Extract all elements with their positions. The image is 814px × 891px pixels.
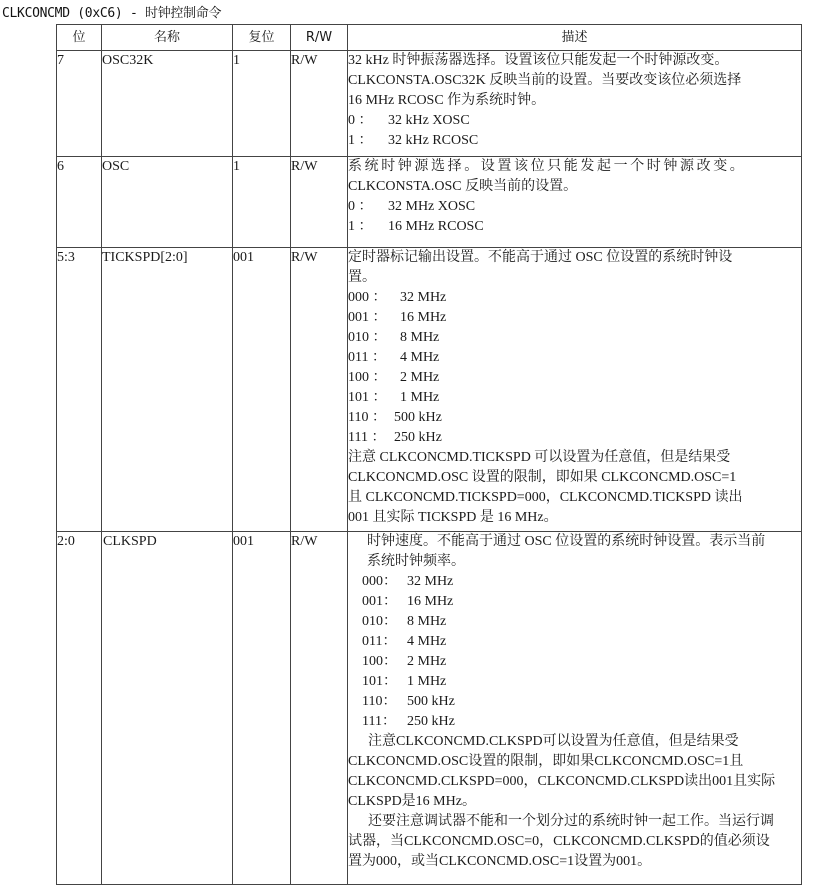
cell-name: CLKSPD bbox=[102, 532, 233, 885]
note-line: 置为000，或当CLKCONCMD.OSC=1设置为001。 bbox=[348, 854, 652, 869]
option-item bbox=[348, 388, 801, 408]
option-code: 000： bbox=[362, 574, 397, 589]
option-code: 101： bbox=[362, 674, 397, 689]
option-code: 011： bbox=[362, 634, 397, 649]
option-value: 2 MHz bbox=[400, 370, 440, 385]
desc-line: 置。 bbox=[348, 270, 376, 285]
cell-name: OSC bbox=[102, 157, 233, 248]
option-value: 32 MHz XOSC bbox=[388, 199, 476, 214]
option-value: 500 kHz bbox=[407, 694, 455, 709]
option-item bbox=[348, 368, 801, 388]
header-reset: 复位 bbox=[233, 25, 291, 51]
note-line: 001 且实际 TICKSPD 是 16 MHz。 bbox=[348, 510, 558, 525]
header-bit: 位 bbox=[57, 25, 102, 51]
option-value: 32 kHz XOSC bbox=[388, 113, 470, 128]
cell-bit: 6 bbox=[57, 157, 102, 248]
cell-name: TICKSPD[2:0] bbox=[102, 248, 233, 532]
cell-reset: 001 bbox=[233, 248, 291, 532]
register-table bbox=[56, 24, 802, 885]
option-item bbox=[348, 131, 801, 151]
option-value: 2 MHz bbox=[407, 654, 447, 669]
cell-reset: 1 bbox=[233, 157, 291, 248]
desc-line: 系统时钟频率。 bbox=[367, 554, 465, 569]
option-code: 001： bbox=[362, 594, 397, 609]
header-access: R/W bbox=[291, 25, 348, 51]
option-value: 32 MHz bbox=[407, 574, 454, 589]
option-value: 4 MHz bbox=[400, 350, 440, 365]
cell-access: R/W bbox=[291, 157, 348, 248]
option-code: 100 ： bbox=[348, 370, 387, 385]
option-value: 1 MHz bbox=[400, 390, 440, 405]
register-title: CLKCONCMD (0xC6) - 时钟控制命令 bbox=[2, 6, 222, 21]
desc-line: CLKCONSTA.OSC 反映当前的设置。 bbox=[348, 179, 578, 194]
cell-description bbox=[348, 248, 802, 532]
note-line: 还要注意调试器不能和一个划分过的系统时钟一起工作。当运行调 bbox=[368, 814, 774, 829]
option-code: 011 ： bbox=[348, 350, 386, 365]
desc-line: 系统时钟源选择。设置该位只能发起一个时钟源改变。 bbox=[348, 159, 747, 174]
option-value: 250 kHz bbox=[394, 430, 442, 445]
note-line: 试器，当CLKCONCMD.OSC=0，CLKCONCMD.CLKSPD的值必须设 bbox=[348, 834, 770, 849]
option-value: 8 MHz bbox=[407, 614, 447, 629]
option-item bbox=[348, 288, 801, 308]
option-item bbox=[348, 111, 801, 131]
option-value: 32 kHz RCOSC bbox=[388, 133, 479, 148]
cell-description bbox=[348, 532, 802, 885]
note-line: CLKCONCMD.CLKSPD=000，CLKCONCMD.CLKSPD读出001且实际 bbox=[348, 774, 776, 789]
note-line: CLKCONCMD.OSC设置的限制，即如果CLKCONCMD.OSC=1且 bbox=[348, 754, 744, 769]
option-code: 010： bbox=[362, 614, 397, 629]
cell-description bbox=[348, 157, 802, 248]
option-item bbox=[348, 692, 801, 712]
option-item bbox=[348, 672, 801, 692]
option-value: 16 MHz bbox=[400, 310, 447, 325]
option-item bbox=[348, 428, 801, 448]
option-value: 500 kHz bbox=[394, 410, 442, 425]
header-description: 描述 bbox=[348, 25, 802, 51]
option-code: 000 ： bbox=[348, 290, 387, 305]
table-row-tickspd bbox=[57, 248, 802, 532]
cell-access: R/W bbox=[291, 248, 348, 532]
option-item bbox=[348, 632, 801, 652]
cell-reset: 001 bbox=[233, 532, 291, 885]
option-code: 010 ： bbox=[348, 330, 387, 345]
option-item bbox=[348, 328, 801, 348]
cell-access: R/W bbox=[291, 51, 348, 157]
option-code: 111： bbox=[362, 714, 396, 729]
header-name: 名称 bbox=[102, 25, 233, 51]
option-value: 32 MHz bbox=[400, 290, 447, 305]
option-code: 100： bbox=[362, 654, 397, 669]
cell-access: R/W bbox=[291, 532, 348, 885]
option-value: 1 MHz bbox=[407, 674, 447, 689]
option-code: 001 ： bbox=[348, 310, 387, 325]
desc-line: 定时器标记输出设置。不能高于通过 OSC 位设置的系统时钟设 bbox=[348, 250, 733, 265]
header-row bbox=[57, 25, 802, 51]
cell-bit: 2:0 bbox=[57, 532, 102, 885]
option-item bbox=[348, 712, 801, 732]
option-code: 111 ： bbox=[348, 430, 386, 445]
option-code: 110 ： bbox=[348, 410, 386, 425]
option-item bbox=[348, 592, 801, 612]
option-code: 110： bbox=[362, 694, 397, 709]
option-value: 250 kHz bbox=[407, 714, 455, 729]
option-item bbox=[348, 308, 801, 328]
option-item bbox=[348, 572, 801, 592]
note-line: 且 CLKCONCMD.TICKSPD=000，CLKCONCMD.TICKSPD 读出 bbox=[348, 490, 743, 505]
cell-description bbox=[348, 51, 802, 157]
option-value: 4 MHz bbox=[407, 634, 447, 649]
option-value: 16 MHz bbox=[407, 594, 454, 609]
option-code: 1 ： bbox=[348, 133, 373, 148]
option-code: 1 ： bbox=[348, 219, 373, 234]
desc-line: 32 kHz 时钟振荡器选择。设置该位只能发起一个时钟源改变。 bbox=[348, 53, 729, 68]
option-item bbox=[348, 652, 801, 672]
desc-line: 时钟速度。不能高于通过 OSC 位设置的系统时钟设置。表示当前 bbox=[367, 534, 766, 549]
option-value: 16 MHz RCOSC bbox=[388, 219, 484, 234]
option-item bbox=[348, 217, 801, 237]
cell-bit: 7 bbox=[57, 51, 102, 157]
option-code: 0 ： bbox=[348, 113, 373, 128]
option-item bbox=[348, 197, 801, 217]
note-line: CLKCONCMD.OSC 设置的限制，即如果 CLKCONCMD.OSC=1 bbox=[348, 470, 737, 485]
option-value: 8 MHz bbox=[400, 330, 440, 345]
cell-bit: 5:3 bbox=[57, 248, 102, 532]
option-code: 101 ： bbox=[348, 390, 387, 405]
table-row-osc bbox=[57, 157, 802, 248]
note-line: 注意CLKCONCMD.CLKSPD可以设置为任意值，但是结果受 bbox=[368, 734, 739, 749]
option-item bbox=[348, 408, 801, 428]
option-item bbox=[348, 348, 801, 368]
note-line: 注意 CLKCONCMD.TICKSPD 可以设置为任意值，但是结果受 bbox=[348, 450, 731, 465]
option-code: 0 ： bbox=[348, 199, 373, 214]
table-row-osc32k bbox=[57, 51, 802, 157]
desc-line: CLKCONSTA.OSC32K 反映当前的设置。当要改变该位必须选择 bbox=[348, 73, 742, 88]
desc-line: 16 MHz RCOSC 作为系统时钟。 bbox=[348, 93, 546, 108]
note-line: CLKSPD是16 MHz。 bbox=[348, 794, 476, 809]
cell-reset: 1 bbox=[233, 51, 291, 157]
table-row-clkspd bbox=[57, 532, 802, 885]
cell-name: OSC32K bbox=[102, 51, 233, 157]
option-item bbox=[348, 612, 801, 632]
